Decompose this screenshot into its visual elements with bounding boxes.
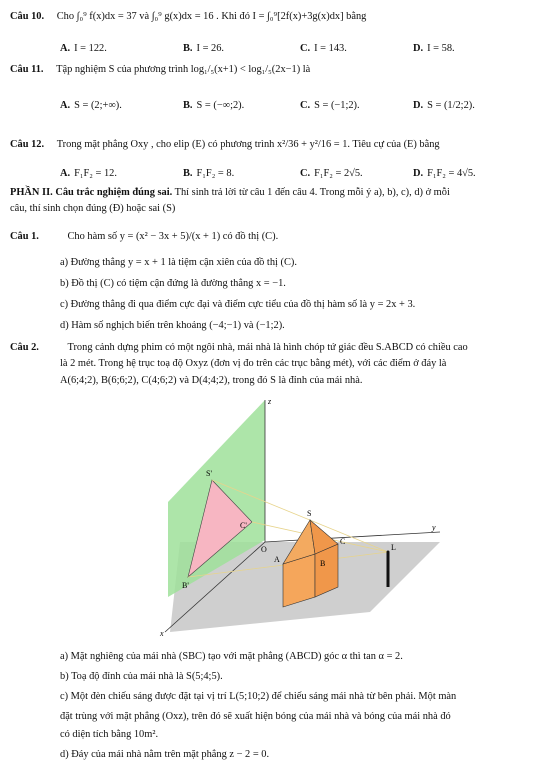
option-key: A. bbox=[60, 100, 71, 111]
q10-option-a[interactable] bbox=[60, 42, 107, 55]
p2q2-item-c-cont2: có diện tích bằng 10m². bbox=[60, 729, 159, 740]
option-key: A. bbox=[60, 168, 71, 179]
label-c-prime: C' bbox=[240, 521, 247, 530]
q11-stem-line bbox=[10, 63, 310, 76]
q11-option-d[interactable] bbox=[413, 99, 475, 112]
option-text: S = (1/2;2). bbox=[427, 100, 475, 111]
p2q1-stem: Cho hàm số y = (x² − 3x + 5)/(x + 1) có đồ thị (C). bbox=[67, 231, 279, 242]
p2q1-stem-line bbox=[10, 230, 278, 243]
option-key: D. bbox=[413, 43, 424, 54]
p2q1-item-b[interactable]: b) Đồ thị (C) có tiệm cận đứng là đường thẳng x = −1. bbox=[60, 278, 286, 289]
option-key: C. bbox=[300, 100, 311, 111]
p2q2-stem-l3: A(6;4;2), B(6;6;2), C(4;6;2) và D(4;4;2), trong đó S là đỉnh của mái nhà. bbox=[60, 375, 363, 386]
option-key: D. bbox=[413, 100, 424, 111]
label-s: S bbox=[307, 509, 312, 518]
label-x: x bbox=[160, 629, 164, 638]
label-c: C bbox=[340, 537, 346, 546]
option-key: B. bbox=[183, 100, 193, 111]
q12-option-a[interactable] bbox=[60, 167, 117, 180]
p2q2-item-a[interactable]: a) Mặt nghiêng của mái nhà (SBC) tạo với mặt phẳng (ABCD) góc α thì tan α = 2. bbox=[60, 651, 403, 662]
option-text: F₁F₂ = 2√5. bbox=[314, 168, 363, 179]
part2-title: PHẦN II. Câu trắc nghiệm đúng sai. bbox=[10, 187, 173, 198]
label-b-prime: B' bbox=[182, 581, 189, 590]
p2q1-item-a[interactable]: a) Đường thẳng y = x + 1 là tiệm cận xiên của đồ thị (C). bbox=[60, 257, 297, 268]
p2q2-item-c-cont1: đặt trùng với mặt phẳng (Oxz), trên đó sẽ xuất hiện bóng của mái nhà và bóng của mái nhà đó bbox=[60, 711, 451, 722]
part2-intro-text: Thí sinh trả lời từ câu 1 đến câu 4. Trong mỗi ý a), b), c), d) ở mỗi bbox=[172, 187, 450, 198]
p2q2-stem-l1-line bbox=[10, 341, 468, 354]
q11-stem: Tập nghiệm S của phương trình log₁/₅(x+1) < log₁/₅(2x−1) là bbox=[56, 64, 311, 75]
label-y: y bbox=[432, 523, 436, 532]
house-figure bbox=[140, 392, 450, 642]
p2q2-stem-l1: Trong cảnh dựng phim có một ngôi nhà, mái nhà là hình chóp tứ giác đều S.ABCD có chiều cao bbox=[67, 342, 468, 353]
option-text: I = 26. bbox=[196, 43, 225, 54]
p2q2-item-c[interactable]: c) Một đèn chiếu sáng được đặt tại vị trí L(5;10;2) để chiếu sáng mái nhà từ bên phải. Một màn bbox=[60, 691, 457, 702]
option-key: A. bbox=[60, 43, 71, 54]
label-z: z bbox=[268, 397, 272, 406]
q10-stem-line bbox=[10, 10, 366, 23]
option-text: I = 58. bbox=[427, 43, 455, 54]
option-text: F₁F₂ = 4√5. bbox=[427, 168, 476, 179]
q12-option-b[interactable] bbox=[183, 167, 234, 180]
part2-intro-line2: câu, thí sinh chọn đúng (Đ) hoặc sai (S) bbox=[10, 203, 176, 214]
q11-option-a[interactable] bbox=[60, 99, 122, 112]
p2q1-item-c[interactable]: c) Đường thẳng đi qua điểm cực đại và điểm cực tiểu của đồ thị hàm số là y = 2x + 3. bbox=[60, 299, 416, 310]
option-key: C. bbox=[300, 43, 311, 54]
q11-option-b[interactable] bbox=[183, 99, 244, 112]
q12-label: Câu 12. bbox=[10, 139, 45, 150]
q10-option-d[interactable] bbox=[413, 42, 455, 55]
q10-stem: Cho ∫₀⁹ f(x)dx = 37 và ∫₀⁹ g(x)dx = 16 . Khi đó I = ∫₀⁹[2f(x)+3g(x)dx] bằng bbox=[56, 11, 367, 22]
option-key: D. bbox=[413, 168, 424, 179]
y-axis bbox=[265, 532, 440, 542]
q12-option-c[interactable] bbox=[300, 167, 363, 180]
p2q2-stem-l2: là 2 mét. Trong hệ trục toạ độ Oxyz (đơn vị đo trên các trục bằng mét), với các điểm ở đáy là bbox=[60, 358, 447, 369]
label-o: O bbox=[261, 545, 267, 554]
label-b: B bbox=[320, 559, 326, 568]
p2q1-item-d[interactable]: d) Hàm số nghịch biến trên khoảng (−4;−1) và (−1;2). bbox=[60, 320, 285, 331]
q11-label: Câu 11. bbox=[10, 64, 44, 75]
lamp-point bbox=[387, 551, 390, 554]
p2q1-label: Câu 1. bbox=[10, 231, 39, 242]
option-text: F₁F₂ = 8. bbox=[196, 168, 235, 179]
option-key: B. bbox=[183, 43, 193, 54]
option-text: S = (2;+∞). bbox=[74, 100, 122, 111]
q12-option-d[interactable] bbox=[413, 167, 476, 180]
q10-label: Câu 10. bbox=[10, 11, 45, 22]
option-text: S = (−∞;2). bbox=[196, 100, 245, 111]
label-s-prime: S' bbox=[206, 469, 212, 478]
q12-stem-line bbox=[10, 138, 440, 151]
option-text: S = (−1;2). bbox=[314, 100, 360, 111]
label-l: L bbox=[391, 543, 396, 552]
p2q2-item-d[interactable]: d) Đáy của mái nhà nằm trên mặt phẳng z − 2 = 0. bbox=[60, 749, 270, 760]
q11-option-c[interactable] bbox=[300, 99, 360, 112]
option-key: B. bbox=[183, 168, 193, 179]
option-key: C. bbox=[300, 168, 311, 179]
label-a: A bbox=[274, 555, 280, 564]
q10-option-b[interactable] bbox=[183, 42, 224, 55]
option-text: I = 143. bbox=[314, 43, 347, 54]
p2q2-item-b[interactable]: b) Toạ độ đỉnh của mái nhà là S(5;4;5). bbox=[60, 671, 223, 682]
option-text: F₁F₂ = 12. bbox=[74, 168, 117, 179]
option-text: I = 122. bbox=[74, 43, 107, 54]
q12-stem: Trong mặt phẳng Oxy , cho elip (E) có phương trình x²/36 + y²/16 = 1. Tiêu cự của (E) bằng bbox=[56, 139, 440, 150]
q10-option-c[interactable] bbox=[300, 42, 347, 55]
part2-intro bbox=[10, 186, 450, 199]
p2q2-label: Câu 2. bbox=[10, 342, 39, 353]
